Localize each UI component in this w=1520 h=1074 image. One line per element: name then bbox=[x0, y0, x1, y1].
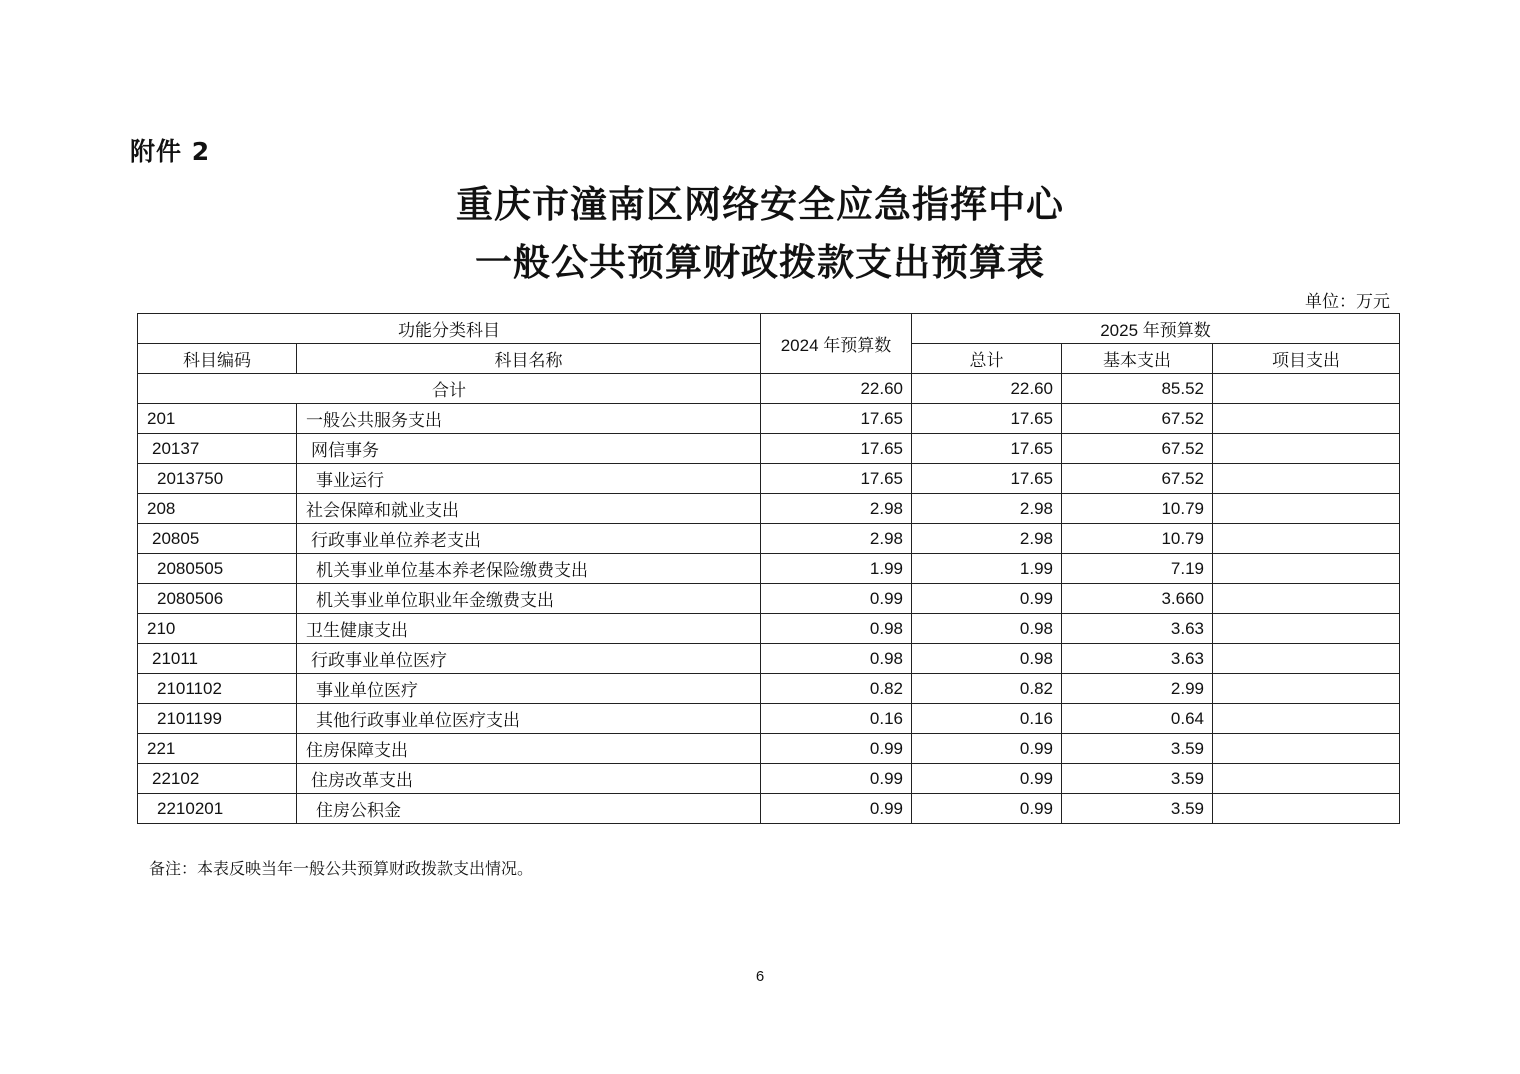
project-2025-cell bbox=[1213, 554, 1400, 584]
subject-name-cell: 行政事业单位医疗 bbox=[297, 644, 761, 674]
subject-code-cell: 2080505 bbox=[138, 554, 297, 584]
table-row bbox=[138, 434, 1400, 464]
subject-code-cell: 20805 bbox=[138, 524, 297, 554]
header-row-1 bbox=[138, 314, 1400, 344]
budget-2024-cell: 0.99 bbox=[761, 794, 912, 824]
budget-2024-cell: 17.65 bbox=[761, 434, 912, 464]
budget-2024-cell: 0.98 bbox=[761, 644, 912, 674]
total-2025-cell: 0.99 bbox=[912, 584, 1062, 614]
header-basic-expense: 基本支出 bbox=[1062, 344, 1213, 374]
project-2025-cell bbox=[1213, 644, 1400, 674]
table-row bbox=[138, 404, 1400, 434]
project-2025-cell bbox=[1213, 584, 1400, 614]
basic-2025-cell: 0.64 bbox=[1062, 704, 1213, 734]
budget-2024-cell: 0.82 bbox=[761, 674, 912, 704]
project-2025-cell bbox=[1213, 404, 1400, 434]
table-row bbox=[138, 494, 1400, 524]
table-row bbox=[138, 524, 1400, 554]
subject-name-cell: 住房改革支出 bbox=[297, 764, 761, 794]
budget-2024-cell: 0.99 bbox=[761, 584, 912, 614]
header-project-expense: 项目支出 bbox=[1213, 344, 1400, 374]
basic-2025-cell: 67.52 bbox=[1062, 404, 1213, 434]
budget-2024-cell: 17.65 bbox=[761, 404, 912, 434]
total-2025-cell: 0.82 bbox=[912, 674, 1062, 704]
budget-2024-cell: 0.99 bbox=[761, 734, 912, 764]
subject-name-cell: 住房保障支出 bbox=[297, 734, 761, 764]
total-2025-cell: 17.65 bbox=[912, 464, 1062, 494]
project-2025-cell bbox=[1213, 794, 1400, 824]
header-budget-2025: 2025 年预算数 bbox=[912, 314, 1400, 344]
project-2025-cell bbox=[1213, 434, 1400, 464]
attachment-label: 附件 2 bbox=[130, 137, 211, 166]
total-row bbox=[138, 374, 1400, 404]
subject-code-cell: 21011 bbox=[138, 644, 297, 674]
header-subject-code: 科目编码 bbox=[138, 344, 297, 374]
basic-2025-cell: 10.79 bbox=[1062, 524, 1213, 554]
basic-2025-cell: 3.59 bbox=[1062, 764, 1213, 794]
table-row bbox=[138, 794, 1400, 824]
table-row bbox=[138, 554, 1400, 584]
budget-2024-cell: 0.16 bbox=[761, 704, 912, 734]
total-total-2025: 22.60 bbox=[912, 374, 1062, 404]
subject-code-cell: 2210201 bbox=[138, 794, 297, 824]
table-row bbox=[138, 734, 1400, 764]
subject-name-cell: 其他行政事业单位医疗支出 bbox=[297, 704, 761, 734]
page-number: 6 bbox=[755, 968, 765, 985]
basic-2025-cell: 2.99 bbox=[1062, 674, 1213, 704]
subject-code-cell: 2013750 bbox=[138, 464, 297, 494]
header-subject-name: 科目名称 bbox=[297, 344, 761, 374]
table-note: 备注：本表反映当年一般公共预算财政拨款支出情况。 bbox=[149, 859, 534, 878]
total-2025-cell: 0.16 bbox=[912, 704, 1062, 734]
basic-2025-cell: 3.59 bbox=[1062, 734, 1213, 764]
total-label: 合计 bbox=[138, 374, 761, 404]
project-2025-cell bbox=[1213, 674, 1400, 704]
subject-code-cell: 208 bbox=[138, 494, 297, 524]
header-total: 总计 bbox=[912, 344, 1062, 374]
basic-2025-cell: 3.59 bbox=[1062, 794, 1213, 824]
basic-2025-cell: 3.63 bbox=[1062, 614, 1213, 644]
subject-name-cell: 机关事业单位基本养老保险缴费支出 bbox=[297, 554, 761, 584]
subject-code-cell: 2101199 bbox=[138, 704, 297, 734]
basic-2025-cell: 7.19 bbox=[1062, 554, 1213, 584]
subject-name-cell: 网信事务 bbox=[297, 434, 761, 464]
unit-label: 单位：万元 bbox=[1305, 292, 1390, 312]
total-2025-cell: 0.99 bbox=[912, 734, 1062, 764]
project-2025-cell bbox=[1213, 494, 1400, 524]
budget-2024-cell: 0.99 bbox=[761, 764, 912, 794]
project-2025-cell bbox=[1213, 704, 1400, 734]
subject-name-cell: 住房公积金 bbox=[297, 794, 761, 824]
total-2025-cell: 1.99 bbox=[912, 554, 1062, 584]
table-row bbox=[138, 584, 1400, 614]
subject-name-cell: 事业运行 bbox=[297, 464, 761, 494]
budget-2024-cell: 2.98 bbox=[761, 494, 912, 524]
budget-2024-cell: 0.98 bbox=[761, 614, 912, 644]
basic-2025-cell: 3.660 bbox=[1062, 584, 1213, 614]
subject-code-cell: 2080506 bbox=[138, 584, 297, 614]
total-2025-cell: 17.65 bbox=[912, 404, 1062, 434]
page-title-line-1: 重庆市潼南区网络安全应急指挥中心 bbox=[456, 182, 1064, 226]
subject-name-cell: 卫生健康支出 bbox=[297, 614, 761, 644]
total-2025-cell: 0.99 bbox=[912, 794, 1062, 824]
total-2025-cell: 0.98 bbox=[912, 644, 1062, 674]
total-2025-cell: 0.99 bbox=[912, 764, 1062, 794]
table-row bbox=[138, 644, 1400, 674]
page-title-line-2: 一般公共预算财政拨款支出预算表 bbox=[475, 240, 1045, 284]
project-2025-cell bbox=[1213, 734, 1400, 764]
total-basic-2025: 85.52 bbox=[1062, 374, 1213, 404]
total-budget-2024: 22.60 bbox=[761, 374, 912, 404]
header-functional-category: 功能分类科目 bbox=[138, 314, 761, 344]
total-2025-cell: 0.98 bbox=[912, 614, 1062, 644]
subject-name-cell: 事业单位医疗 bbox=[297, 674, 761, 704]
subject-name-cell: 行政事业单位养老支出 bbox=[297, 524, 761, 554]
project-2025-cell bbox=[1213, 464, 1400, 494]
table-row bbox=[138, 674, 1400, 704]
total-2025-cell: 2.98 bbox=[912, 494, 1062, 524]
subject-code-cell: 210 bbox=[138, 614, 297, 644]
project-2025-cell bbox=[1213, 614, 1400, 644]
basic-2025-cell: 67.52 bbox=[1062, 464, 1213, 494]
subject-code-cell: 221 bbox=[138, 734, 297, 764]
basic-2025-cell: 67.52 bbox=[1062, 434, 1213, 464]
table-row bbox=[138, 464, 1400, 494]
table-row bbox=[138, 704, 1400, 734]
project-2025-cell bbox=[1213, 764, 1400, 794]
subject-name-cell: 一般公共服务支出 bbox=[297, 404, 761, 434]
total-2025-cell: 2.98 bbox=[912, 524, 1062, 554]
project-2025-cell bbox=[1213, 524, 1400, 554]
budget-2024-cell: 1.99 bbox=[761, 554, 912, 584]
subject-code-cell: 22102 bbox=[138, 764, 297, 794]
table-row bbox=[138, 614, 1400, 644]
subject-name-cell: 社会保障和就业支出 bbox=[297, 494, 761, 524]
basic-2025-cell: 10.79 bbox=[1062, 494, 1213, 524]
subject-code-cell: 2101102 bbox=[138, 674, 297, 704]
header-budget-2024: 2024 年预算数 bbox=[761, 314, 912, 374]
budget-2024-cell: 2.98 bbox=[761, 524, 912, 554]
table-row bbox=[138, 764, 1400, 794]
basic-2025-cell: 3.63 bbox=[1062, 644, 1213, 674]
subject-code-cell: 201 bbox=[138, 404, 297, 434]
subject-code-cell: 20137 bbox=[138, 434, 297, 464]
subject-name-cell: 机关事业单位职业年金缴费支出 bbox=[297, 584, 761, 614]
budget-table bbox=[137, 313, 1400, 824]
budget-2024-cell: 17.65 bbox=[761, 464, 912, 494]
total-project-2025 bbox=[1213, 374, 1400, 404]
total-2025-cell: 17.65 bbox=[912, 434, 1062, 464]
